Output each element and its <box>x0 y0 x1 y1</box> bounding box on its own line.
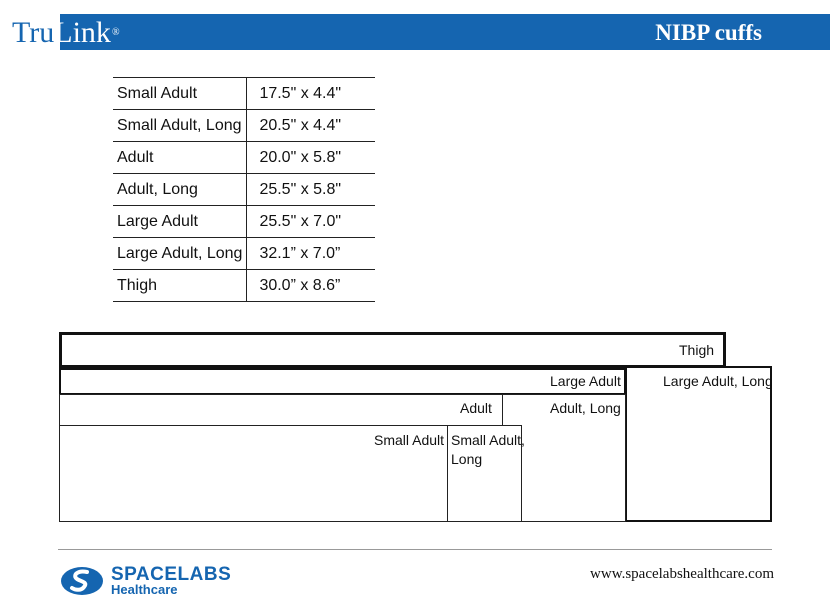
cuff-size: 25.5" x 7.0" <box>247 206 376 238</box>
cuff-name: Small Adult, Long <box>113 110 247 142</box>
cuff-name: Large Adult, Long <box>113 238 247 270</box>
thigh-label: Thigh <box>679 342 715 358</box>
cuff-name: Large Adult <box>113 206 247 238</box>
logo-link: Link <box>54 16 111 49</box>
adult-cuff-outline <box>59 394 503 426</box>
adult-long-label: Adult, Long <box>550 400 621 416</box>
large-adult-long-label: Large Adult, Long <box>663 373 773 389</box>
thigh-cuff-outline <box>59 332 726 368</box>
small-adult-long-label-line1: Small Adult, <box>451 432 525 448</box>
spacelabs-logo-icon <box>60 566 104 596</box>
large-adult-label: Large Adult <box>550 373 621 389</box>
brand-subtitle: Healthcare <box>111 582 178 597</box>
logo-registered-mark: ® <box>111 27 120 38</box>
cuff-size: 17.5" x 4.4" <box>247 78 376 110</box>
page-title: NIBP cuffs <box>655 20 762 45</box>
cuff-name: Small Adult <box>113 78 247 110</box>
small-adult-long-label-line2: Long <box>451 451 483 467</box>
logo-tru: Tru <box>12 16 55 49</box>
cuff-name: Adult, Long <box>113 174 247 206</box>
cuff-size: 20.0" x 5.8" <box>247 142 376 174</box>
footer-divider <box>58 549 772 550</box>
website-url: www.spacelabshealthcare.com <box>590 566 774 582</box>
cuff-name: Adult <box>113 142 247 174</box>
cuff-name: Thigh <box>113 270 247 302</box>
cuff-size: 32.1” x 7.0” <box>247 238 376 270</box>
cuff-size: 25.5" x 5.8" <box>247 174 376 206</box>
large-adult-cuff-outline <box>59 368 626 395</box>
brand-name: SPACELABS <box>111 564 232 585</box>
cuff-size: 20.5" x 4.4" <box>247 110 376 142</box>
cuff-size: 30.0” x 8.6” <box>247 270 376 302</box>
small-adult-label: Small Adult <box>374 432 445 448</box>
adult-label: Adult <box>460 400 492 416</box>
